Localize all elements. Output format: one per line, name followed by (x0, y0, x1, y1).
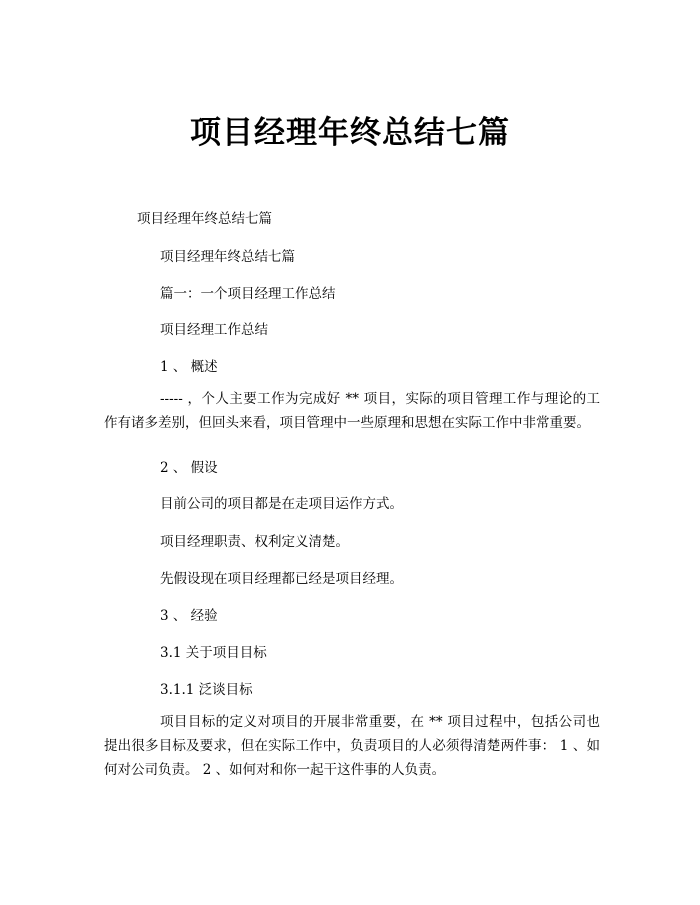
assumption-line-1: 目前公司的项目都是在走项目运作方式。 (160, 496, 403, 512)
paragraph-goals: 项目目标的定义对项目的开展非常重要，在 ** 项目过程中，包括公司也提出很多目标及要求，但在实际工作中，负责项目的人必须得清楚两件事： 1 、如何对公司负责。 2 、如何对和你一起干这件事的人负责。 (104, 714, 600, 778)
subtitle-line: 项目经理年终总结七篇 (137, 211, 272, 227)
heading-project-goals: 3.1 关于项目目标 (160, 645, 267, 661)
subtitle-repeat-line: 项目经理年终总结七篇 (160, 249, 295, 265)
heading-experience: 3 、 经验 (160, 608, 218, 624)
section-heading: 项目经理工作总结 (160, 322, 268, 338)
heading-overview: 1 、 概述 (160, 359, 218, 375)
assumption-line-2: 项目经理职责、权利定义清楚。 (160, 534, 349, 550)
document-title: 项目经理年终总结七篇 (190, 115, 510, 151)
paragraph-overview: ----- ，个人主要工作为完成好 ** 项目，实际的项目管理工作与理论的工作有诸多差别，但回头来看，项目管理中一些原理和思想在实际工作中非常重要。 (104, 391, 600, 431)
heading-general-goals: 3.1.1 泛谈目标 (160, 682, 253, 698)
heading-assumptions: 2 、 假设 (160, 460, 218, 476)
chapter-heading: 篇一：一个项目经理工作总结 (160, 286, 336, 302)
assumption-line-3: 先假设现在项目经理都已经是项目经理。 (160, 571, 403, 587)
